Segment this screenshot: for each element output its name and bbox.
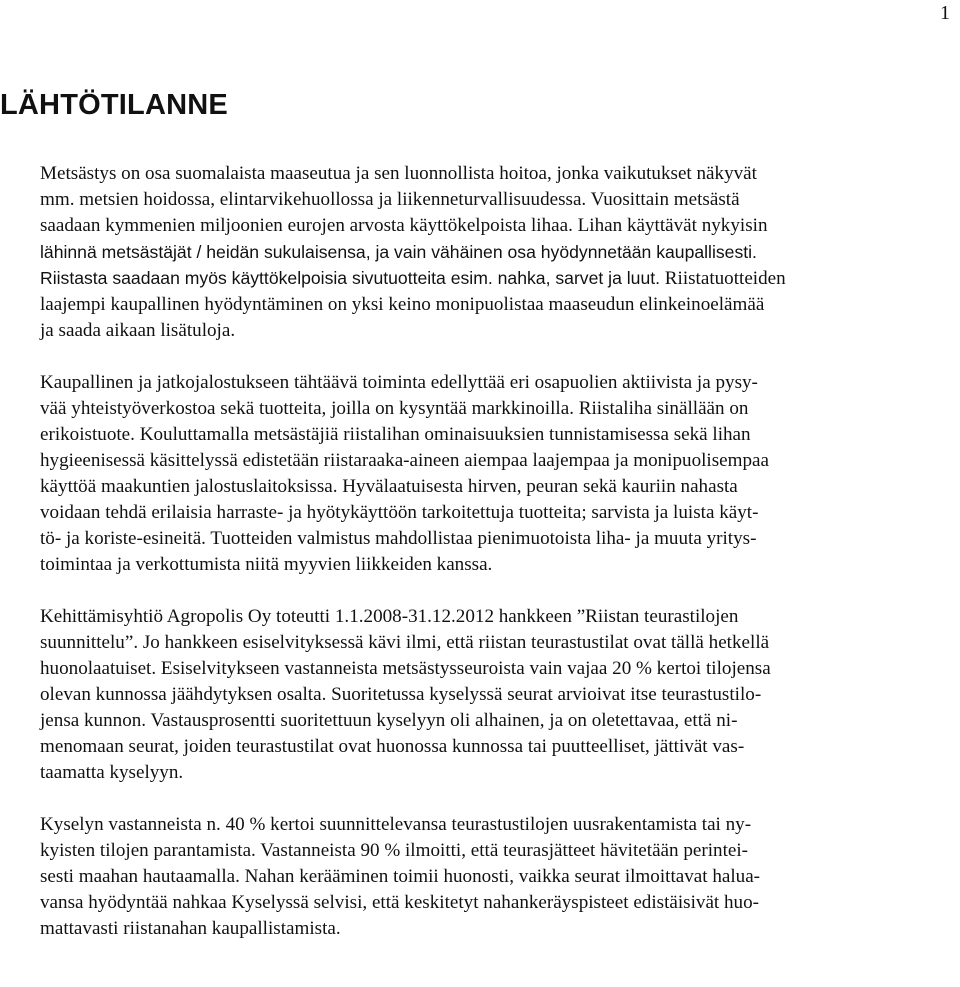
- text-line: mm. metsien hoidossa, elintarvikehuollossa ja liikenneturvallisuudessa. Vuosittain metsästä: [40, 189, 740, 210]
- text-line: [40, 265, 960, 292]
- text-line: toimintaa ja verkottumista niitä myyvien liikkeiden kanssa.: [40, 554, 493, 575]
- text-line-part: saadaan kymmenien miljoonien eurojen arvosta käyttökelpoista lihaa.: [40, 215, 573, 236]
- text-line: Kaupallinen ja jatkojalostukseen tähtäävä toiminta edellyttää eri osapuolien aktiivista ja pysy-: [40, 372, 758, 393]
- text-line: Kehittämisyhtiö Agropolis Oy toteutti 1.1.2008-31.12.2012 hankkeen ”Riistan teurastilojen: [40, 606, 739, 627]
- text-line: [40, 213, 960, 239]
- paragraph-1: [40, 161, 960, 344]
- text-line: menomaan seurat, joiden teurastustilat ovat huonossa kunnossa tai puutteelliset, jättivät vas-: [40, 736, 745, 757]
- page-heading: LÄHTÖTILANNE: [0, 89, 228, 121]
- text-line: käyttöä maakuntien jalostuslaitoksissa. Hyvälaatuisesta hirven, peuran sekä kauriin nahasta: [40, 476, 738, 497]
- text-line: vansa hyödyntää nahkaa Kyselyssä selvisi, että keskitetyt nahankeräyspisteet edistäisivät huo-: [40, 892, 759, 913]
- text-line: jensa kunnon. Vastausprosentti suoritettuun kyselyyn oli alhainen, ja on oletettavaa, että ni-: [40, 710, 738, 731]
- text-line: taamatta kyselyyn.: [40, 762, 184, 783]
- paragraph-2: [40, 370, 960, 578]
- page-number: 1: [940, 2, 950, 24]
- text-line: olevan kunnossa jäähdytyksen osalta. Suoritetussa kyselyssä seurat arvioivat itse teurastustilo-: [40, 684, 762, 705]
- paragraph-4: [40, 812, 960, 942]
- text-line: ja saada aikaan lisätuloja.: [40, 320, 236, 341]
- text-line: vää yhteistyöverkostoa sekä tuotteita, joilla on kysyntää markkinoilla. Riistaliha sinällään on: [40, 398, 749, 419]
- text-line: laajempi kaupallinen hyödyntäminen on yksi keino monipuolistaa maaseudun elinkeinoelämää: [40, 294, 765, 315]
- text-line: lähinnä metsästäjät / heidän sukulaisensa, ja vain vähäinen osa hyödynnetään kaupallisesti.: [40, 242, 757, 262]
- text-line: suunnittelu”. Jo hankkeen esiselvityksessä kävi ilmi, että riistan teurastustilat ovat tällä hetkellä: [40, 632, 770, 653]
- text-line: kyisten tilojen parantamista. Vastanneista 90 % ilmoitti, että teurasjätteet hävitetään perintei-: [40, 840, 749, 861]
- document-body: [40, 161, 960, 942]
- text-line-part: Riistatuotteiden: [660, 268, 786, 289]
- text-line: erikoistuote. Kouluttamalla metsästäjiä riistalihan ominaisuuksien tunnistamisessa sekä lihan: [40, 424, 751, 445]
- text-line: mattavasti riistanahan kaupallistamista.: [40, 918, 341, 939]
- text-line-part: Riistasta saadaan myös käyttökelpoisia sivutuotteita esim. nahka, sarvet ja luut.: [40, 268, 660, 288]
- paragraph-3: [40, 604, 960, 786]
- text-line: Kyselyn vastanneista n. 40 % kertoi suunnittelevansa teurastustilojen uusrakentamista tai ny-: [40, 814, 752, 835]
- text-line: voidaan tehdä erilaisia harraste- ja hyötykäyttöön tarkoitettuja tuotteita; sarvista ja luista käyt-: [40, 502, 759, 523]
- text-line: sesti maahan hautaamalla. Nahan kerääminen toimii huonosti, vaikka seurat ilmoittavat halua-: [40, 866, 761, 887]
- text-line: Metsästys on osa suomalaista maaseutua ja sen luonnollista hoitoa, jonka vaikutukset näkyvät: [40, 163, 757, 184]
- text-line: tö- ja koriste-esineitä. Tuotteiden valmistus mahdollistaa pienimuotoista liha- ja muuta yritys-: [40, 528, 757, 549]
- text-line: huonolaatuiset. Esiselvitykseen vastanneista metsästysseuroista vain vajaa 20 % kertoi tilojensa: [40, 658, 771, 679]
- text-line: hygieenisessä käsittelyssä edistetään riistaraaka-aineen aiempaa laajempaa ja monipuolisempaa: [40, 450, 769, 471]
- text-line-part: Lihan käyttävät nykyisin: [572, 215, 768, 236]
